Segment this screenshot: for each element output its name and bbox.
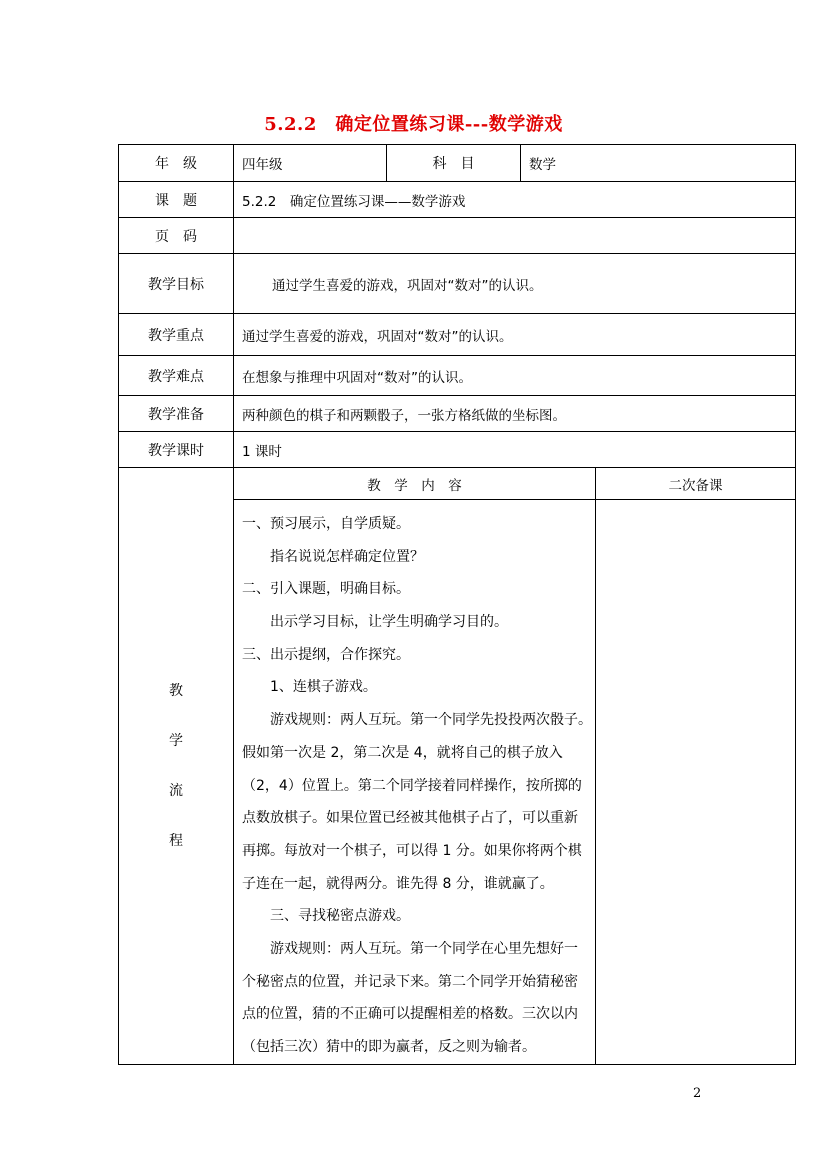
hours-label: 教学课时 bbox=[119, 432, 234, 468]
grade-value: 四年级 bbox=[234, 145, 387, 182]
subject-value: 数学 bbox=[521, 145, 796, 182]
subject-label: 科 目 bbox=[387, 145, 521, 182]
flow-header-row bbox=[119, 468, 796, 500]
topic-value: 5.2.2 确定位置练习课——数学游戏 bbox=[234, 182, 796, 218]
flow-line: 三、出示提纲，合作探究。 bbox=[242, 646, 410, 663]
flow-label-char: 程 bbox=[169, 832, 183, 849]
hours-row bbox=[119, 432, 796, 468]
flow-line: 游戏规则：两人互玩。第一个同学先投投两次骰子。 bbox=[270, 712, 592, 729]
page-title: 5.2.2 确定位置练习课---数学游戏 bbox=[264, 114, 563, 135]
difficulty-value: 在想象与推理中巩固对“数对”的认识。 bbox=[234, 356, 796, 396]
goal-label: 教学目标 bbox=[119, 254, 234, 314]
lesson-plan-table bbox=[118, 144, 796, 1065]
page-value bbox=[234, 218, 796, 254]
prep-label: 教学准备 bbox=[119, 396, 234, 432]
topic-label: 课 题 bbox=[119, 182, 234, 218]
flow-line: 个秘密点的位置，并记录下来。第二个同学开始猜秘密 bbox=[242, 973, 578, 990]
flow-label bbox=[119, 468, 234, 1065]
flow-content bbox=[234, 500, 596, 1065]
grade-row bbox=[119, 145, 796, 182]
difficulty-label: 教学难点 bbox=[119, 356, 234, 396]
prep-value: 两种颜色的棋子和两颗骰子，一张方格纸做的坐标图。 bbox=[234, 396, 796, 432]
notes-cell bbox=[596, 500, 796, 1065]
difficulty-row bbox=[119, 356, 796, 396]
flow-line: （包括三次）猜中的即为赢者，反之则为输者。 bbox=[242, 1039, 536, 1055]
topic-row bbox=[119, 182, 796, 218]
prep-row bbox=[119, 396, 796, 432]
flow-line: 点数放棋子。如果位置已经被其他棋子占了，可以重新 bbox=[242, 810, 578, 827]
page-label: 页 码 bbox=[119, 218, 234, 254]
key-row bbox=[119, 314, 796, 356]
flow-line: 一、预习展示，自学质疑。 bbox=[242, 516, 410, 532]
page-number: 2 bbox=[693, 1086, 702, 1101]
key-label: 教学重点 bbox=[119, 314, 234, 356]
flow-line: 再掷。每放对一个棋子，可以得 1 分。如果你将两个棋 bbox=[242, 842, 582, 859]
flow-line: 游戏规则：两人互玩。第一个同学在心里先想好一 bbox=[270, 940, 578, 957]
flow-line: 1、连棋子游戏。 bbox=[270, 679, 377, 696]
flow-line: 出示学习目标，让学生明确学习目的。 bbox=[270, 614, 508, 631]
key-value: 通过学生喜爱的游戏，巩固对“数对”的认识。 bbox=[234, 314, 796, 356]
content-header: 教 学 内 容 bbox=[234, 468, 596, 500]
page-row bbox=[119, 218, 796, 254]
flow-line: 点的位置，猜的不正确可以提醒相差的格数。三次以内 bbox=[242, 1006, 578, 1023]
goal-value: 通过学生喜爱的游戏，巩固对“数对”的认识。 bbox=[234, 254, 796, 314]
hours-value: 1 课时 bbox=[234, 432, 796, 468]
grade-label: 年 级 bbox=[119, 145, 234, 182]
flow-label-char: 流 bbox=[169, 782, 183, 799]
flow-line: 子连在一起，就得两分。谁先得 8 分，谁就赢了。 bbox=[242, 875, 554, 892]
goal-row bbox=[119, 254, 796, 314]
flow-line: （2，4）位置上。第二个同学接着同样操作，按所掷的 bbox=[242, 777, 582, 794]
flow-line: 指名说说怎样确定位置？ bbox=[270, 548, 424, 565]
flow-line: 三、寻找秘密点游戏。 bbox=[270, 908, 410, 925]
notes-header: 二次备课 bbox=[596, 468, 796, 500]
flow-label-char: 教 bbox=[169, 682, 183, 699]
flow-line: 假如第一次是 2，第二次是 4，就将自己的棋子放入 bbox=[242, 744, 563, 761]
flow-line: 二、引入课题，明确目标。 bbox=[242, 581, 410, 598]
flow-label-char: 学 bbox=[169, 732, 183, 749]
